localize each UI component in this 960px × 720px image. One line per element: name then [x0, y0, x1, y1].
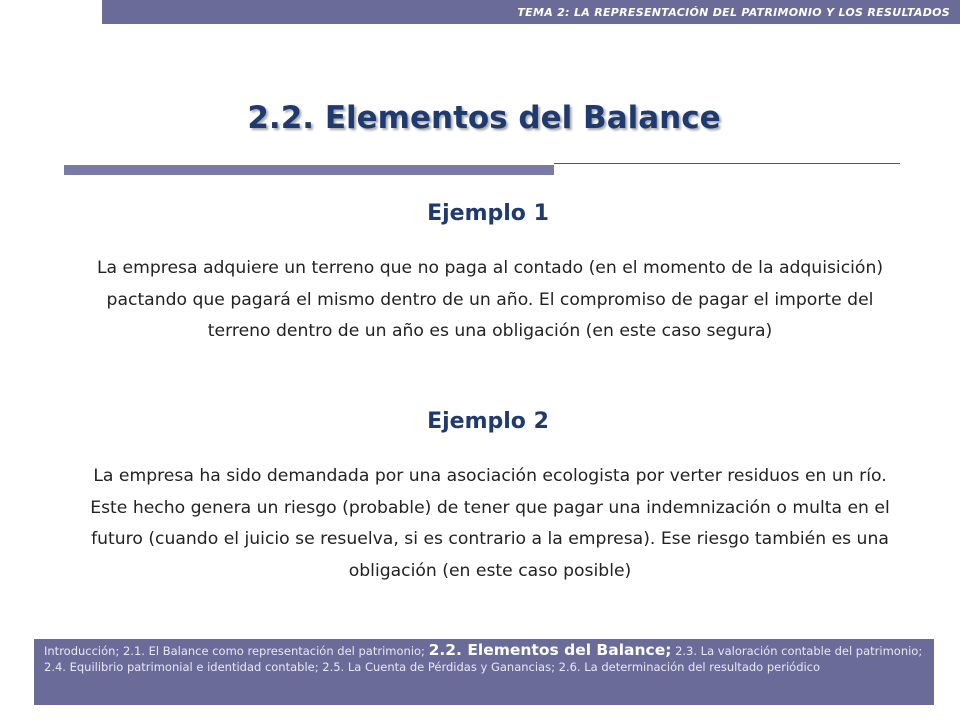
footer-topics-after: 2.3. La valoración contable del patrimonio; 2.4. Equilibrio patrimonial e identidad contable; 2.5. La Cuenta de Pérdidas y Ganancias; 2.6. La determinación del resultado periódico [44, 644, 923, 674]
example-2-text: La empresa ha sido demandada por una asociación ecologista por verter residuos en un río. Este hecho genera un riesgo (probable) de tener que pagar una indemnización o multa en el futuro (cuando el juicio se resuelva, si es contrario a la empresa). Ese riesgo también es una obligación (en este caso posible) [90, 466, 890, 581]
footer-topics-before: Introducción; 2.1. El Balance como representación del patrimonio; [44, 644, 429, 658]
example-1-text: La empresa adquiere un terreno que no paga al contado (en el momento de la adquisición) pactando que pagará el mismo dentro de un año. El compromiso de pagar el importe del terreno dentro de un año es una obligación (en este caso segura) [96, 258, 884, 341]
top-banner [102, 0, 960, 24]
example-2-heading: Ejemplo 2 [427, 409, 549, 434]
banner-text: TEMA 2: LA REPRESENTACIÓN DEL PATRIMONIO Y LOS RESULTADOS [517, 5, 950, 19]
footer-navigation [34, 639, 934, 705]
title-underline-thin [554, 163, 900, 164]
example-1-heading: Ejemplo 1 [427, 201, 549, 226]
slide-title: 2.2. Elementos del Balance [247, 100, 721, 136]
footer-current-topic: 2.2. Elementos del Balance; [428, 641, 672, 659]
title-underline-thick [64, 165, 554, 175]
